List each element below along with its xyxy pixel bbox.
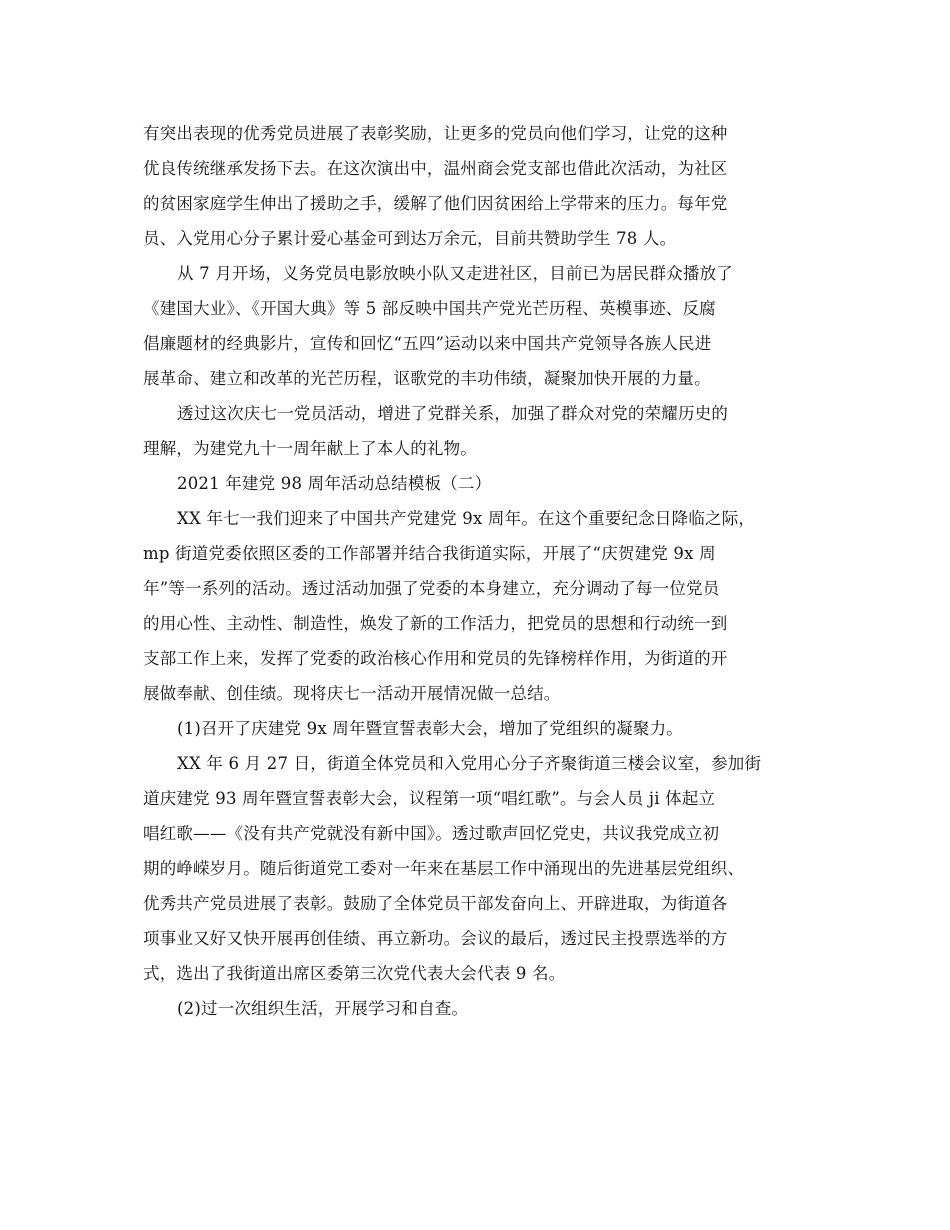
text-line: 支部工作上来，发挥了党委的政治核心作用和党员的先锋榜样作用，为街道的开	[143, 649, 728, 668]
text-line: 倡廉题材的经典影片，宣传和回忆“五四”运动以来中国共产党领导各族人民进	[143, 334, 712, 353]
text-line: 项事业又好又快开展再创佳绩、再立新功。会议的最后，透过民主投票选举的方	[143, 929, 728, 948]
text-line: 道庆建党 93 周年暨宣誓表彰大会，议程第一项“唱红歌”。与会人员 ji 体起立	[143, 789, 716, 808]
section-heading: 2021 年建党 98 周年活动总结模板（二）	[177, 474, 492, 493]
list-item-heading: (2)过一次组织生活，开展学习和自查。	[177, 999, 469, 1018]
text-line: 式，选出了我街道出席区委第三次党代表大会代表 9 名。	[143, 964, 566, 983]
text-line: 透过这次庆七一党员活动，增进了党群关系，加强了群众对党的荣耀历史的	[177, 404, 729, 423]
text-line: 的贫困家庭学生伸出了援助之手，缓解了他们因贫困给上学带来的压力。每年党	[143, 194, 728, 213]
text-line: 展革命、建立和改革的光芒历程，讴歌党的丰功伟绩，凝聚加快开展的力量。	[143, 369, 711, 388]
text-line: 年”等一系列的活动。透过活动加强了党委的本身建立，充分调动了每一位党员	[143, 579, 720, 598]
text-line: 从 7 月开场，义务党员电影放映小队又走进社区，目前已为居民群众播放了	[177, 264, 733, 283]
text-line: 理解，为建党九十一周年献上了本人的礼物。	[143, 439, 477, 458]
text-line: 的用心性、主动性、制造性，焕发了新的工作活力，把党员的思想和行动统一到	[143, 614, 728, 633]
text-line: 《建国大业》、《开国大典》等 5 部反映中国共产党光芒历程、英模事迹、反腐	[143, 299, 716, 318]
text-line: 员、入党用心分子累计爱心基金可到达万余元，目前共赞助学生 78 人。	[143, 229, 677, 248]
text-line: XX 年七一我们迎来了中国共产党建党 9x 周年。在这个重要纪念日降临之际，	[177, 509, 756, 528]
text-line: 期的峥嵘岁月。随后街道党工委对一年来在基层工作中涌现出的先进基层党组织、	[143, 859, 745, 878]
text-line: 优良传统继承发扬下去。在这次演出中，温州商会党支部也借此次活动，为社区	[143, 159, 728, 178]
text-line: XX 年 6 月 27 日，街道全体党员和入党用心分子齐聚街道三楼会议室，参加街	[177, 754, 762, 773]
text-line: 有突出表现的优秀党员进展了表彰奖励，让更多的党员向他们学习，让党的这种	[143, 124, 728, 143]
text-line: 展做奉献、创佳绩。现将庆七一活动开展情况做一总结。	[143, 684, 561, 703]
text-line: mp 街道党委依照区委的工作部署并结合我街道实际，开展了“庆贺建党 9x 周	[143, 544, 716, 563]
list-item-heading: (1)召开了庆建党 9x 周年暨宣誓表彰大会，增加了党组织的凝聚力。	[177, 719, 683, 738]
text-line: 唱红歌——《没有共产党就没有新中国》。透过歌声回忆党史，共议我党成立初	[143, 824, 720, 843]
text-line: 优秀共产党员进展了表彰。鼓励了全体党员干部发奋向上、开辟进取，为街道各	[143, 894, 728, 913]
